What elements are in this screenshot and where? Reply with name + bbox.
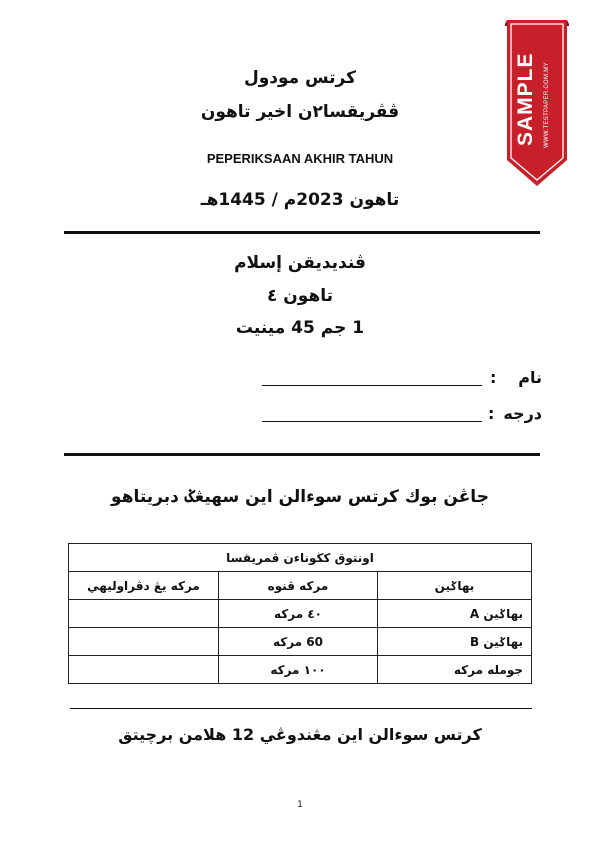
- row-full-marks: 60 مركه: [219, 628, 378, 656]
- class-colon: :: [488, 404, 495, 423]
- divider-top: [64, 231, 540, 234]
- row-part: جومله مركه: [377, 656, 531, 684]
- ribbon-label: SAMPLE: [514, 52, 537, 146]
- header-obtained-marks: مركه يڠ دڤراوليهي: [69, 572, 219, 600]
- row-full-marks: ٤٠ مركه: [219, 600, 378, 628]
- table-title: اونتوق كڬوناءن ڤمريقسا: [69, 544, 532, 572]
- name-field[interactable]: [262, 368, 542, 390]
- name-colon: :: [490, 368, 497, 387]
- name-blank-line[interactable]: [262, 385, 482, 386]
- exam-year: تاهون 2023م / 1445هـ: [200, 190, 400, 210]
- class-blank-line[interactable]: [262, 421, 482, 422]
- module-title: كرتس مودول: [243, 68, 357, 88]
- header-part: بهاݢين: [377, 572, 531, 600]
- divider-middle: [64, 453, 540, 456]
- exam-duration: 1 جم 45 مينيت: [235, 318, 365, 338]
- table-row: [69, 600, 532, 628]
- divider-bottom: [70, 708, 532, 709]
- ribbon-website: WWW.TESTPAPER.COM.MY: [544, 62, 550, 148]
- row-obtained-marks[interactable]: [69, 600, 219, 628]
- class-label: درجه: [503, 404, 542, 423]
- row-full-marks: ١٠٠ مركه: [219, 656, 378, 684]
- row-obtained-marks[interactable]: [69, 628, 219, 656]
- page-number: 1: [297, 800, 303, 810]
- table-row: [69, 656, 532, 684]
- header-full-marks: مركه ڤنوه: [219, 572, 378, 600]
- page-count-note: كرتس سوءالن اين مڠندوڠي 12 هلامن برچيتق: [118, 725, 482, 744]
- row-obtained-marks[interactable]: [69, 656, 219, 684]
- table-title-row: [69, 544, 532, 572]
- table-header-row: [69, 572, 532, 600]
- subject-name: ڤنديديقن إسلام: [234, 253, 366, 273]
- name-label: نام: [518, 368, 542, 387]
- table-row: [69, 628, 532, 656]
- instruction-text: جاڠن بوك كرتس سوءالن اين سهيڠݢ دبريتاهو: [111, 487, 489, 507]
- class-field[interactable]: [262, 404, 542, 426]
- row-part: بهاݢين A: [377, 600, 531, 628]
- subject-level: تاهون ٤: [266, 286, 334, 306]
- row-part: بهاݢين B: [377, 628, 531, 656]
- exam-title-latin: PEPERIKSAAN AKHIR TAHUN: [206, 151, 394, 166]
- exam-title-jawi: ڤڤريقسا٢ن اخير تاهون: [200, 102, 400, 122]
- marks-table: [68, 543, 532, 684]
